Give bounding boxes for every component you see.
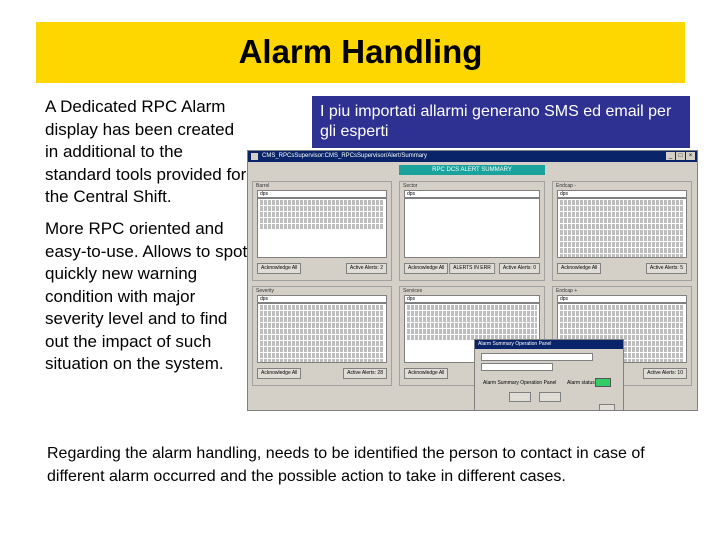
close-button[interactable]: [599, 404, 615, 411]
dialog-title: Alarm Summary Operation Panel: [475, 340, 623, 349]
pane-label: Endcap -: [556, 183, 577, 189]
alarm-status-label: Alarm status: [567, 380, 595, 386]
pane-barrel: [252, 181, 392, 281]
cancel-button[interactable]: [539, 392, 561, 402]
alarm-summary-screenshot: [247, 150, 698, 411]
active-alerts-count: Active Alerts: 0: [499, 263, 540, 274]
acknowledge-all-button[interactable]: Acknowledge All: [257, 368, 301, 379]
dialog-path-field[interactable]: [481, 353, 593, 361]
acknowledge-all-button[interactable]: Acknowledge All: [257, 263, 301, 274]
acknowledge-all-button[interactable]: Acknowledge All: [404, 263, 448, 274]
window-controls: [666, 152, 695, 160]
dialog-input-field[interactable]: [481, 363, 553, 371]
pane-filter-select[interactable]: dps: [404, 190, 540, 198]
highlight-box: I piu importati allarmi generano SMS ed email per gli esperti: [312, 96, 690, 148]
slide-title-bar: [36, 22, 685, 83]
active-alerts-count: Active Alerts: 5: [646, 263, 687, 274]
slide-title: Alarm Handling: [238, 33, 483, 70]
pane-label: Barrel: [256, 183, 270, 189]
pane-sector: [399, 181, 545, 281]
window-title-bar: [248, 151, 697, 162]
pane-filter-select[interactable]: dps: [557, 190, 687, 198]
pane-label: Severity: [256, 288, 275, 294]
window-title: CMS_RPCsSupervisor:CMS_RPCsSupervisor/Alert/Summary: [262, 153, 428, 159]
acknowledge-all-button[interactable]: Acknowledge All: [404, 368, 448, 379]
maximize-icon[interactable]: □: [676, 152, 685, 160]
alarm-list[interactable]: [557, 198, 687, 258]
close-icon[interactable]: ×: [686, 152, 695, 160]
active-alerts-count: Active Alerts: 2: [346, 263, 387, 274]
alarm-list[interactable]: [257, 303, 387, 363]
alerts-in-error-label: ALERTS IN ERR: [449, 263, 495, 274]
bottom-paragraph: Regarding the alarm handling, needs to be identified the person to contact in case of different alarm occurred and the possible action to take in different cases.: [47, 445, 645, 485]
pane-label: Endcap +: [556, 288, 578, 294]
summary-header: RPC DCS ALERT SUMMARY: [399, 165, 545, 175]
alarm-status-indicator: [595, 378, 611, 387]
pane-filter-select[interactable]: dps: [257, 190, 387, 198]
dialog-panel-label: Alarm Summary Operation Panel: [483, 380, 557, 386]
minimize-icon[interactable]: _: [666, 152, 675, 160]
pane-endcap-minus: [552, 181, 692, 281]
pane-filter-select[interactable]: dps: [257, 295, 387, 303]
operation-panel-dialog: [474, 339, 624, 411]
acknowledge-all-button[interactable]: Acknowledge All: [557, 263, 601, 274]
app-icon: [251, 153, 258, 160]
active-alerts-count: Active Alerts: 10: [643, 368, 687, 379]
ok-button[interactable]: [509, 392, 531, 402]
pane-filter-select[interactable]: dps: [557, 295, 687, 303]
intro-paragraph: A Dedicated RPC Alarm display has been created in additional to the standard tools provided for the Central Shift.: [45, 97, 247, 206]
pane-label: Services: [403, 288, 423, 294]
active-alerts-count: Active Alerts: 28: [343, 368, 387, 379]
pane-filter-select[interactable]: dps: [404, 295, 540, 303]
pane-label: Sector: [403, 183, 418, 189]
description-paragraph: More RPC oriented and easy-to-use. Allows to spot quickly new warning condition with major severity level and to find out the impact of such situation on the system.: [45, 219, 248, 373]
alarm-list[interactable]: [404, 198, 540, 258]
pane-severity: [252, 286, 392, 386]
alarm-list[interactable]: [257, 198, 387, 258]
